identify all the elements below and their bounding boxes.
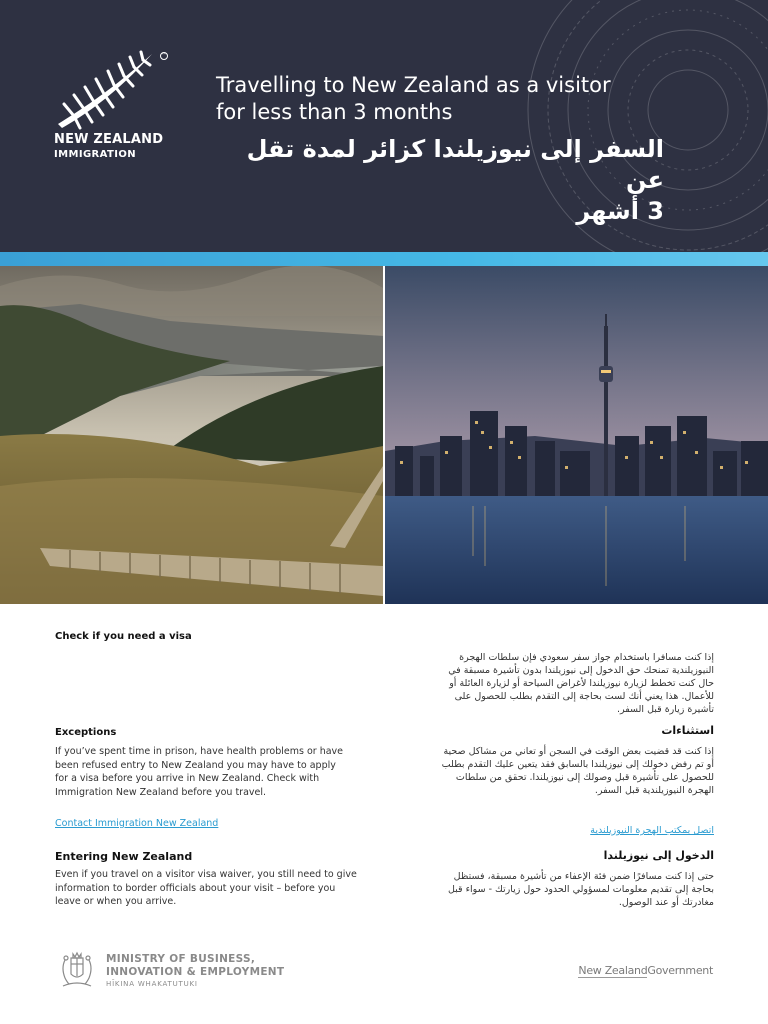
intro-ar-line: إذا كنت مسافرا باستخدام جواز سفر سعودي فإن سلطات الهجرة xyxy=(459,652,714,663)
entering-nz-heading-en: Entering New Zealand xyxy=(55,850,193,863)
landscape-photo xyxy=(0,266,383,604)
nz-immigration-logo[interactable] xyxy=(54,48,174,168)
entering-ar-line: بحاجة إلى تقديم معلومات لمسؤولي الحدود حول زيارتك - سواء قبل xyxy=(447,884,714,895)
nz-government-part1: New Zealand xyxy=(578,964,648,977)
accent-rule xyxy=(0,252,768,266)
exceptions-en-line: Immigration New Zealand before you travel. xyxy=(55,786,267,798)
exceptions-en-line: been refused entry to New Zealand you may have to apply xyxy=(55,759,336,771)
title-ar-line1: السفر إلى نيوزيلندا كزائر لمدة تقل عن xyxy=(246,135,664,194)
contact-link-ar-wrap xyxy=(392,818,714,837)
exceptions-ar-line: للحصول على تأشيرة قبل وصولك إلى نيوزيلندا. تحقق من سلطات xyxy=(455,772,714,783)
intro-ar-line: حال كنت تخطط لزيارة نيوزيلندا لأغراض السياحة أو لزيارة العائلة أو xyxy=(449,678,714,689)
silver-fern-icon xyxy=(54,48,164,130)
nz-government-part2: Government xyxy=(647,964,713,977)
exceptions-ar-line: أو تم رفض دخولك إلى نيوزيلندا بالسابق فقد يتعين عليك التقدم بطلب xyxy=(441,759,714,770)
intro-ar-line: النيوزيلندية تمنحك حق الدخول إلى نيوزيلندا بدون تأشيرة مسبقة في xyxy=(448,665,714,676)
entering-en-line: information to border officials about your visit – before you xyxy=(55,882,336,894)
nz-coat-of-arms-icon xyxy=(55,950,99,990)
page-title-english xyxy=(216,72,686,126)
exceptions-ar-line: الهجرة النيوزيلندية قبل السفر. xyxy=(594,785,714,796)
entering-ar-line: حتى إذا كنت مسافرًا ضمن فئة الإعفاء من تأشيرة مسبقة، فستظل xyxy=(453,871,714,882)
title-en-line1: Travelling to New Zealand as a visitor xyxy=(216,73,611,97)
ministry-name-line2: INNOVATION & EMPLOYMENT xyxy=(106,966,285,978)
exceptions-en-line: for a visa before you arrive in New Zealand. Check with xyxy=(55,773,320,784)
ministry-maori-name: HĪKINA WHAKATUTUKI xyxy=(106,980,198,988)
exceptions-text-ar xyxy=(392,745,714,797)
logo-text-immigration: IMMIGRATION xyxy=(54,149,137,160)
title-ar-line2: 3 أشهر xyxy=(576,197,664,225)
contact-immigration-link-en[interactable]: Contact Immigration New Zealand xyxy=(55,818,219,829)
entering-text-en xyxy=(55,868,385,909)
entering-nz-heading-ar: الدخول إلى نيوزيلندا xyxy=(603,849,714,862)
ministry-name-line1: MINISTRY OF BUSINESS, xyxy=(106,953,256,965)
intro-text-ar xyxy=(392,651,714,716)
trademark-icon: ™ xyxy=(161,52,167,59)
entering-text-ar xyxy=(392,870,714,909)
intro-ar-line: للأعمال. هذا يعني أنك لست بحاجة إلى التقدم بطلب للحصول على xyxy=(454,691,714,702)
page-title-arabic xyxy=(210,134,664,227)
nz-government-logo xyxy=(578,964,713,977)
logo-text-new-zealand: NEW ZEALAND xyxy=(54,132,164,147)
exceptions-heading-ar: استثناءات xyxy=(661,724,714,737)
city-skyline-photo xyxy=(385,266,768,604)
check-visa-heading: Check if you need a visa xyxy=(55,631,192,642)
entering-en-line: leave or when you arrive. xyxy=(55,896,177,907)
entering-ar-line: مغادرتك أو عند الوصول. xyxy=(618,897,714,908)
title-en-line2: for less than 3 months xyxy=(216,100,453,124)
intro-ar-line: تأشيرة زيارة قبل السفر. xyxy=(616,704,714,715)
exceptions-heading-en: Exceptions xyxy=(55,727,117,738)
exceptions-ar-line: إذا كنت قد قضيت بعض الوقت في السجن أو تعاني من مشاكل صحية xyxy=(443,746,714,757)
exceptions-en-line: If you’ve spent time in prison, have health problems or have xyxy=(55,746,344,757)
header-banner xyxy=(0,0,768,252)
exceptions-text-en xyxy=(55,745,385,799)
entering-en-line: Even if you travel on a visitor visa waiver, you still need to give xyxy=(55,869,357,880)
contact-immigration-link-ar[interactable]: اتصل بمكتب الهجرة النيوزيلندية xyxy=(590,825,714,836)
